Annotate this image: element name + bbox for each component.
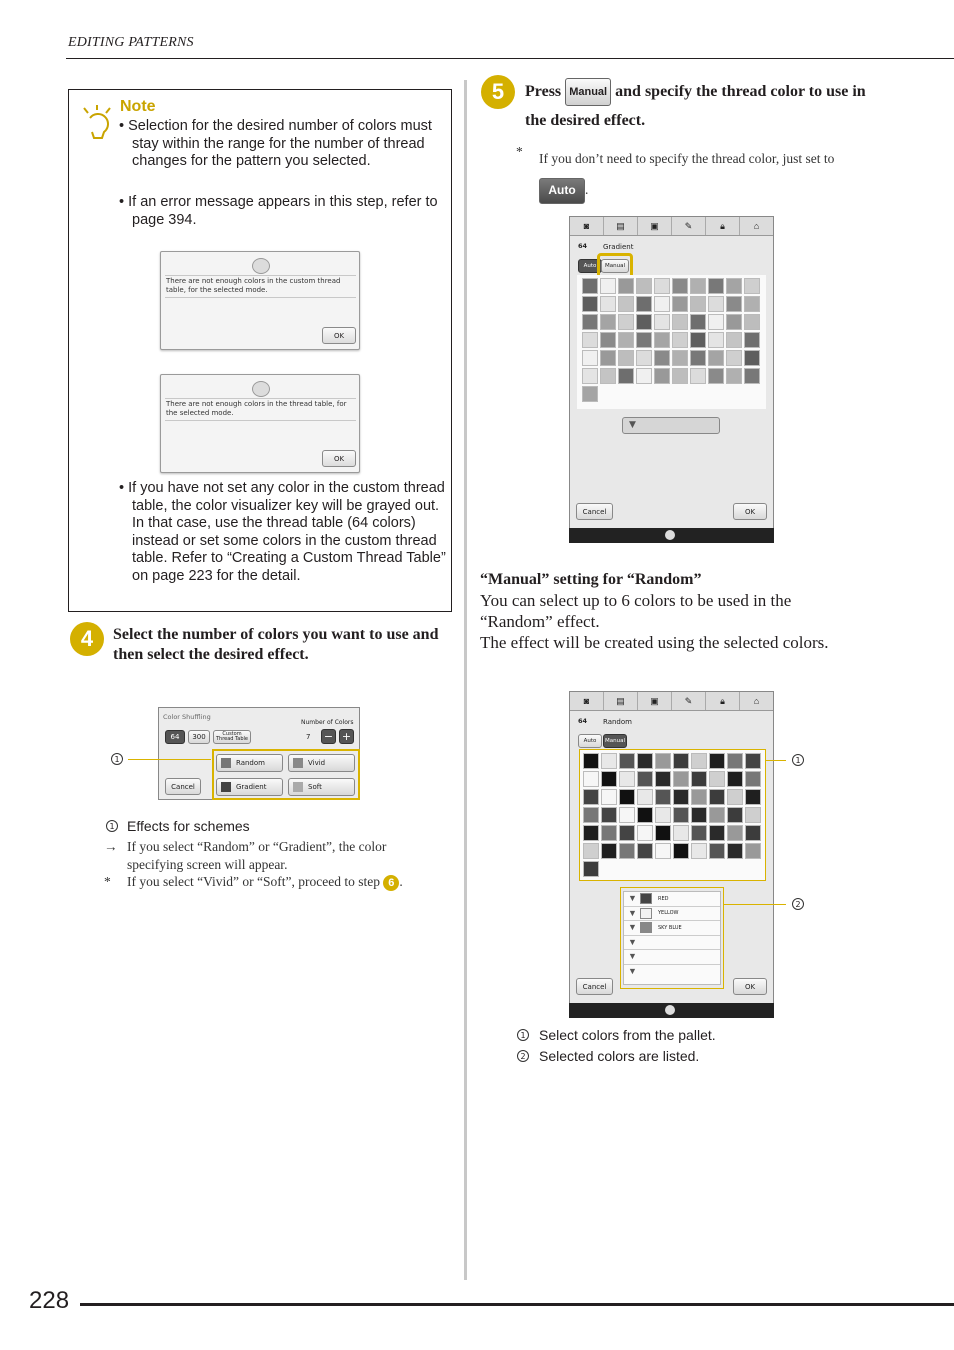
- random-manual-screen: [569, 691, 774, 1018]
- note-bullet-1: • Selection for the desired number of colors must stay within the range for the number of thread changes for the pattern you selected.: [119, 118, 432, 170]
- star-note: [127, 873, 457, 891]
- arrow-note: If you select “Random” or “Gradient”, the color specifying screen will appear.: [127, 839, 387, 872]
- callout-1-marker: 1: [111, 753, 123, 765]
- palette-swatch[interactable]: [654, 314, 670, 330]
- palette-swatch[interactable]: [672, 296, 688, 312]
- number-of-colors-label: Number of Colors: [301, 719, 354, 726]
- note-bullet-3: • If you have not set any color in the custom thread table, the color visualizer key will be grayed out. In that case, use the thread table (64 colors) instead or set some colors in the custom thread table. Refer to “Creating a Custom Thread Table” on page 223 for the detail.: [119, 480, 446, 584]
- table-300-button[interactable]: 300: [188, 730, 210, 744]
- color-shuffling-screen: [158, 707, 360, 800]
- palette-swatch[interactable]: [582, 296, 598, 312]
- lightbulb-icon: [80, 104, 114, 146]
- dialog-divider: [165, 297, 356, 298]
- selected-color-slot[interactable]: [622, 417, 720, 434]
- color-name: SKY BLUE: [658, 924, 682, 931]
- step-5-instruction: [525, 77, 875, 135]
- number-of-colors-value: 7: [306, 733, 311, 741]
- palette-swatch[interactable]: [744, 278, 760, 294]
- palette-swatch[interactable]: [709, 789, 725, 805]
- vivid-effect-button[interactable]: [288, 754, 355, 772]
- note-bullet-2: • If an error message appears in this step, refer to page 394.: [119, 194, 438, 228]
- sad-face-icon: [252, 258, 270, 274]
- color-grid: [583, 753, 761, 877]
- vivid-label: Vivid: [308, 759, 326, 767]
- legend-2-marker: 2: [517, 1050, 529, 1062]
- selected-color-row[interactable]: [624, 892, 720, 907]
- palette-swatch[interactable]: [601, 771, 617, 787]
- callout-2-marker: 2: [792, 898, 804, 910]
- palette-swatch[interactable]: [690, 296, 706, 312]
- palette-swatch[interactable]: [727, 771, 743, 787]
- palette-swatch[interactable]: [673, 789, 689, 805]
- palette-swatch[interactable]: [726, 350, 742, 366]
- page-number: 228: [29, 1287, 70, 1314]
- palette-swatch[interactable]: [582, 278, 598, 294]
- settings-icon[interactable]: ✎: [672, 217, 706, 235]
- legend-select-colors: Select colors from the pallet.: [539, 1027, 716, 1043]
- color-swatch: [640, 922, 652, 933]
- palette-swatch[interactable]: [744, 368, 760, 384]
- pin-icon: ▼: [628, 893, 637, 904]
- legend-1-marker: 1: [106, 820, 118, 832]
- random-body-2: The effect will be created using the selected colors.: [480, 633, 829, 652]
- pin-icon: ▼: [628, 907, 637, 918]
- bottom-bar: [569, 528, 774, 543]
- palette-swatch[interactable]: [618, 296, 634, 312]
- palette-swatch[interactable]: [600, 278, 616, 294]
- palette-swatch[interactable]: [654, 350, 670, 366]
- manual-tab[interactable]: Manual: [601, 259, 629, 273]
- palette-swatch[interactable]: [709, 843, 725, 859]
- palette-swatch[interactable]: [727, 753, 743, 769]
- palette-swatch[interactable]: [600, 296, 616, 312]
- palette-swatch[interactable]: [673, 807, 689, 823]
- palette-swatch[interactable]: [726, 296, 742, 312]
- callout-1-marker: 1: [792, 754, 804, 766]
- color-palette: [577, 275, 766, 409]
- manual-tab[interactable]: Manual: [603, 734, 627, 748]
- palette-swatch[interactable]: [600, 368, 616, 384]
- bottom-bar: [569, 1003, 774, 1018]
- lock-icon[interactable]: 🔒︎: [706, 217, 740, 235]
- palette-swatch[interactable]: [583, 861, 599, 877]
- arrow-marker: →: [104, 839, 118, 854]
- palette-swatch[interactable]: [709, 807, 725, 823]
- plus-button[interactable]: +: [339, 729, 354, 744]
- palette-swatch[interactable]: [673, 753, 689, 769]
- palette-swatch[interactable]: [583, 843, 599, 859]
- soft-effect-button[interactable]: [288, 778, 355, 796]
- palette-swatch[interactable]: [637, 771, 653, 787]
- palette-swatch[interactable]: [654, 368, 670, 384]
- palette-swatch[interactable]: [727, 843, 743, 859]
- auto-note: [539, 143, 874, 205]
- palette-swatch[interactable]: [672, 332, 688, 348]
- color-grid: [582, 278, 760, 402]
- ok-button[interactable]: OK: [733, 503, 767, 520]
- cancel-button[interactable]: Cancel: [165, 778, 201, 795]
- palette-swatch[interactable]: [619, 807, 635, 823]
- custom-thread-table-button[interactable]: Custom Thread Table: [213, 730, 251, 744]
- random-effect-button[interactable]: [216, 754, 283, 772]
- auto-note-text: If you don’t need to specify the thread color, just set to: [539, 151, 835, 166]
- palette-swatch[interactable]: [583, 789, 599, 805]
- legend-1-marker: 1: [517, 1029, 529, 1041]
- palette-swatch[interactable]: [601, 843, 617, 859]
- palette-swatch[interactable]: [708, 332, 724, 348]
- help-icon[interactable]: ▣: [638, 692, 672, 710]
- palette-swatch[interactable]: [600, 314, 616, 330]
- auto-inline-button: Auto: [539, 178, 585, 204]
- palette-swatch[interactable]: [655, 771, 671, 787]
- home-icon[interactable]: ⌂: [753, 221, 760, 231]
- palette-swatch[interactable]: [744, 332, 760, 348]
- palette-swatch[interactable]: [601, 753, 617, 769]
- star-marker: *: [104, 874, 111, 889]
- palette-swatch[interactable]: [618, 350, 634, 366]
- palette-swatch[interactable]: [600, 332, 616, 348]
- palette-swatch[interactable]: [655, 807, 671, 823]
- palette-swatch[interactable]: [655, 753, 671, 769]
- dialog-divider: [165, 398, 356, 399]
- palette-swatch[interactable]: [636, 314, 652, 330]
- palette-swatch[interactable]: [708, 314, 724, 330]
- empty-color-row[interactable]: [624, 950, 720, 965]
- camera-icon[interactable]: ◙: [570, 217, 604, 235]
- random-label: Random: [236, 759, 265, 767]
- palette-swatch[interactable]: [691, 843, 707, 859]
- palette-swatch[interactable]: [709, 771, 725, 787]
- soft-icon: [293, 782, 303, 792]
- settings-icon[interactable]: ✎: [672, 692, 706, 710]
- palette-swatch[interactable]: [691, 753, 707, 769]
- lock-icon[interactable]: 🔒︎: [706, 692, 740, 710]
- palette-swatch[interactable]: [708, 278, 724, 294]
- palette-swatch[interactable]: [619, 825, 635, 841]
- palette-swatch[interactable]: [636, 332, 652, 348]
- legend-selected-listed: Selected colors are listed.: [539, 1048, 700, 1064]
- palette-swatch[interactable]: [745, 807, 761, 823]
- selected-color-row[interactable]: [624, 907, 720, 922]
- palette-swatch[interactable]: [672, 278, 688, 294]
- star-note-text: If you select “Vivid” or “Soft”, proceed to step: [127, 874, 380, 889]
- palette-swatch[interactable]: [691, 789, 707, 805]
- sad-face-icon: [252, 381, 270, 397]
- palette-swatch[interactable]: [673, 825, 689, 841]
- pin-icon: ▼: [628, 951, 637, 962]
- badge-64: 64: [578, 242, 588, 250]
- help-icon[interactable]: ▣: [638, 217, 672, 235]
- step-5-marker: 5: [481, 75, 515, 109]
- pin-icon: ▼: [628, 966, 637, 977]
- selected-colors-list: [623, 891, 721, 985]
- palette-swatch[interactable]: [636, 368, 652, 384]
- header-rule: [66, 58, 954, 59]
- top-toolbar: [570, 217, 773, 236]
- palette-swatch[interactable]: [691, 807, 707, 823]
- palette-swatch[interactable]: [618, 368, 634, 384]
- gradient-icon: [221, 782, 231, 792]
- page-icon[interactable]: ▤: [604, 692, 638, 710]
- palette-swatch[interactable]: [673, 843, 689, 859]
- random-title: Random: [603, 718, 632, 726]
- random-icon: [221, 758, 231, 768]
- palette-swatch[interactable]: [637, 843, 653, 859]
- home-icon[interactable]: ⌂: [753, 696, 760, 706]
- palette-swatch[interactable]: [727, 807, 743, 823]
- note-title: Note: [120, 98, 156, 115]
- pin-icon: ▼: [628, 922, 637, 933]
- step-4-marker: 4: [70, 622, 104, 656]
- palette-swatch[interactable]: [745, 789, 761, 805]
- palette-swatch[interactable]: [654, 278, 670, 294]
- palette-swatch[interactable]: [691, 825, 707, 841]
- scroll-down-icon[interactable]: [665, 1005, 675, 1015]
- palette-swatch[interactable]: [637, 825, 653, 841]
- palette-swatch[interactable]: [583, 753, 599, 769]
- palette-swatch[interactable]: [691, 771, 707, 787]
- palette-swatch[interactable]: [618, 278, 634, 294]
- table-64-button[interactable]: 64: [165, 730, 185, 744]
- step-6-marker: 6: [383, 875, 399, 891]
- empty-color-row[interactable]: [624, 965, 720, 980]
- star-note-period: .: [399, 874, 403, 889]
- ok-button[interactable]: OK: [322, 327, 356, 344]
- column-divider: [464, 80, 467, 1280]
- palette-swatch[interactable]: [727, 825, 743, 841]
- screen-title: Color Shuffling: [163, 713, 211, 721]
- auto-note-period: .: [585, 182, 589, 197]
- palette-swatch[interactable]: [637, 807, 653, 823]
- error-dialog-thread-table: [160, 374, 360, 473]
- color-palette: [580, 750, 765, 880]
- palette-swatch[interactable]: [672, 350, 688, 366]
- random-heading: “Manual” setting for “Random”: [480, 571, 702, 588]
- gradient-effect-button[interactable]: [216, 778, 283, 796]
- dialog-divider: [165, 420, 356, 421]
- pin-icon: ▼: [629, 420, 636, 430]
- vivid-icon: [293, 758, 303, 768]
- palette-swatch[interactable]: [655, 843, 671, 859]
- palette-swatch[interactable]: [709, 825, 725, 841]
- palette-swatch[interactable]: [672, 368, 688, 384]
- palette-swatch[interactable]: [708, 368, 724, 384]
- palette-swatch[interactable]: [619, 753, 635, 769]
- dialog-divider: [165, 275, 356, 276]
- palette-swatch[interactable]: [744, 296, 760, 312]
- palette-swatch[interactable]: [745, 771, 761, 787]
- ok-button[interactable]: OK: [733, 978, 767, 995]
- cancel-button[interactable]: Cancel: [576, 978, 613, 995]
- palette-swatch[interactable]: [619, 843, 635, 859]
- palette-swatch[interactable]: [726, 368, 742, 384]
- palette-swatch[interactable]: [708, 350, 724, 366]
- step-5-text-post: and specify the thread color to use in the desired effect.: [525, 83, 866, 130]
- palette-swatch[interactable]: [745, 753, 761, 769]
- palette-swatch[interactable]: [690, 278, 706, 294]
- palette-swatch[interactable]: [690, 368, 706, 384]
- palette-swatch[interactable]: [601, 789, 617, 805]
- palette-swatch[interactable]: [619, 771, 635, 787]
- asterisk-marker: *: [516, 144, 523, 159]
- gradient-title: Gradient: [603, 243, 634, 251]
- callout-1-line: [128, 759, 211, 760]
- empty-color-row[interactable]: [624, 936, 720, 951]
- palette-swatch[interactable]: [636, 296, 652, 312]
- gradient-label: Gradient: [236, 783, 267, 791]
- palette-swatch[interactable]: [655, 789, 671, 805]
- dialog-message: There are not enough colors in the custom thread table, for the selected mode.: [166, 277, 341, 294]
- palette-swatch[interactable]: [582, 368, 598, 384]
- palette-swatch[interactable]: [654, 332, 670, 348]
- palette-swatch[interactable]: [618, 332, 634, 348]
- auto-tab[interactable]: Auto: [578, 259, 602, 273]
- manual-inline-button: Manual: [565, 78, 611, 106]
- auto-tab[interactable]: Auto: [578, 734, 602, 748]
- palette-swatch[interactable]: [600, 350, 616, 366]
- palette-swatch[interactable]: [601, 807, 617, 823]
- selected-color-row[interactable]: [624, 921, 720, 936]
- legend-effects-for-schemes: Effects for schemes: [127, 818, 250, 834]
- error-dialog-custom-table: [160, 251, 360, 350]
- palette-swatch[interactable]: [673, 771, 689, 787]
- step-4-instruction: Select the number of colors you want to use and then select the desired effect.: [113, 626, 439, 663]
- callout-1-line: [766, 760, 786, 761]
- palette-swatch[interactable]: [636, 278, 652, 294]
- palette-swatch[interactable]: [727, 789, 743, 805]
- palette-swatch[interactable]: [655, 825, 671, 841]
- palette-swatch[interactable]: [583, 825, 599, 841]
- camera-icon[interactable]: ◙: [570, 692, 604, 710]
- color-name: RED: [658, 895, 669, 902]
- palette-swatch[interactable]: [672, 314, 688, 330]
- palette-swatch[interactable]: [690, 314, 706, 330]
- color-swatch: [640, 893, 652, 904]
- palette-swatch[interactable]: [582, 386, 598, 402]
- color-swatch: [640, 908, 652, 919]
- palette-swatch[interactable]: [583, 771, 599, 787]
- palette-swatch[interactable]: [709, 753, 725, 769]
- palette-swatch[interactable]: [726, 278, 742, 294]
- running-header: EDITING PATTERNS: [68, 35, 194, 50]
- minus-button[interactable]: −: [321, 729, 336, 744]
- palette-swatch[interactable]: [636, 350, 652, 366]
- palette-swatch[interactable]: [582, 350, 598, 366]
- cancel-button[interactable]: Cancel: [576, 503, 613, 520]
- dialog-message: There are not enough colors in the thread table, for the selected mode.: [166, 400, 347, 417]
- callout-2-line: [724, 904, 786, 905]
- soft-label: Soft: [308, 783, 322, 791]
- palette-swatch[interactable]: [618, 314, 634, 330]
- palette-swatch[interactable]: [745, 825, 761, 841]
- random-body-1: You can select up to 6 colors to be used in the “Random” effect.: [480, 591, 792, 631]
- scroll-down-icon[interactable]: [665, 530, 675, 540]
- palette-swatch[interactable]: [637, 753, 653, 769]
- pin-icon: ▼: [628, 936, 637, 947]
- step-5-text-pre: Press: [525, 83, 562, 100]
- top-toolbar: [570, 692, 773, 711]
- page-icon[interactable]: ▤: [604, 217, 638, 235]
- palette-swatch[interactable]: [582, 332, 598, 348]
- palette-swatch[interactable]: [726, 332, 742, 348]
- footer-rule: [80, 1303, 954, 1306]
- palette-swatch[interactable]: [601, 825, 617, 841]
- palette-swatch[interactable]: [726, 314, 742, 330]
- palette-swatch[interactable]: [582, 314, 598, 330]
- palette-swatch[interactable]: [637, 789, 653, 805]
- palette-swatch[interactable]: [708, 296, 724, 312]
- palette-swatch[interactable]: [745, 843, 761, 859]
- palette-swatch[interactable]: [744, 314, 760, 330]
- palette-swatch[interactable]: [583, 807, 599, 823]
- palette-swatch[interactable]: [654, 296, 670, 312]
- palette-swatch[interactable]: [690, 350, 706, 366]
- palette-swatch[interactable]: [619, 789, 635, 805]
- palette-swatch[interactable]: [690, 332, 706, 348]
- ok-button[interactable]: OK: [322, 450, 356, 467]
- gradient-manual-screen: [569, 216, 774, 543]
- badge-64: 64: [578, 717, 588, 725]
- color-name: YELLOW: [658, 910, 679, 917]
- palette-swatch[interactable]: [744, 350, 760, 366]
